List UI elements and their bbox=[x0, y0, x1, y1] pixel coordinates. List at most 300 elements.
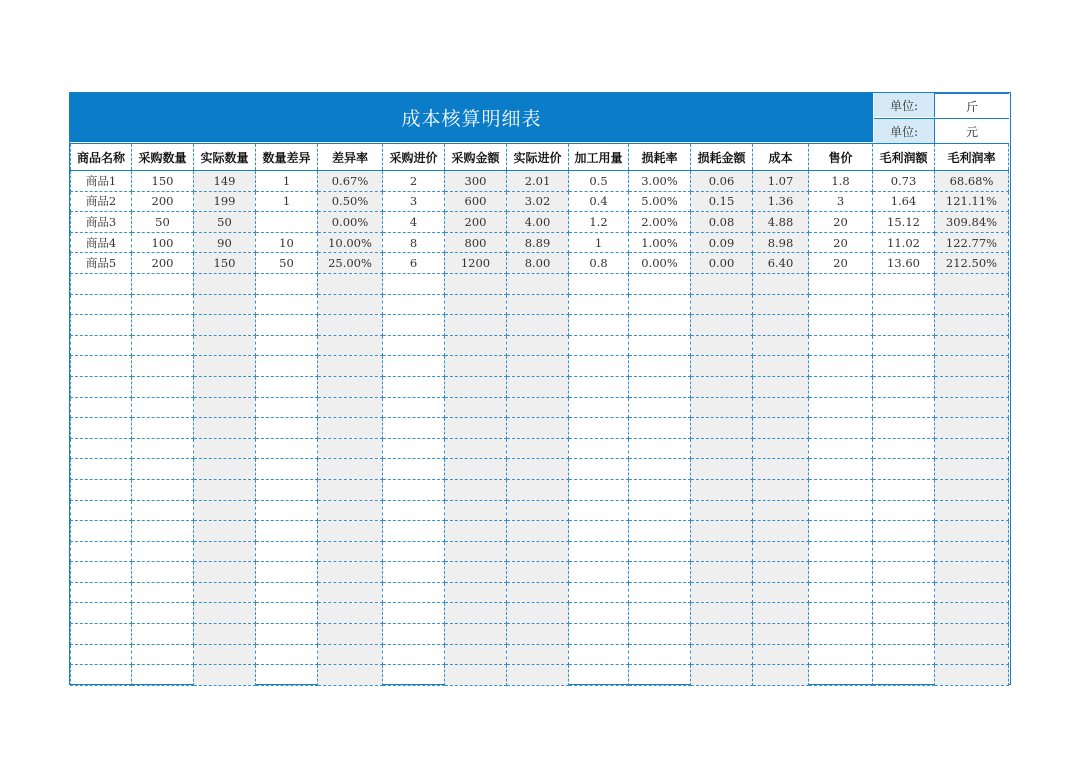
table-cell[interactable] bbox=[935, 479, 1009, 500]
table-cell[interactable] bbox=[256, 459, 318, 480]
table-cell[interactable] bbox=[935, 644, 1009, 665]
table-cell[interactable] bbox=[873, 376, 935, 397]
table-cell[interactable] bbox=[445, 356, 507, 377]
table-cell[interactable] bbox=[629, 644, 691, 665]
table-cell[interactable] bbox=[318, 603, 383, 624]
table-cell[interactable] bbox=[569, 376, 629, 397]
table-cell[interactable] bbox=[629, 459, 691, 480]
table-cell[interactable]: 10.00% bbox=[318, 232, 383, 253]
table-cell[interactable] bbox=[629, 500, 691, 521]
table-cell[interactable]: 121.11% bbox=[935, 191, 1009, 212]
table-cell[interactable] bbox=[507, 315, 569, 336]
table-cell[interactable] bbox=[383, 603, 445, 624]
table-cell[interactable] bbox=[256, 624, 318, 645]
table-cell[interactable] bbox=[132, 500, 194, 521]
table-cell[interactable]: 0.67% bbox=[318, 171, 383, 192]
table-cell[interactable] bbox=[256, 376, 318, 397]
table-cell[interactable] bbox=[629, 582, 691, 603]
table-cell[interactable] bbox=[753, 315, 809, 336]
table-cell[interactable] bbox=[873, 562, 935, 583]
table-cell[interactable] bbox=[383, 397, 445, 418]
table-cell[interactable] bbox=[691, 562, 753, 583]
table-cell[interactable] bbox=[691, 273, 753, 294]
table-cell[interactable] bbox=[935, 294, 1009, 315]
table-cell[interactable] bbox=[873, 603, 935, 624]
table-cell[interactable]: 11.02 bbox=[873, 232, 935, 253]
table-cell[interactable] bbox=[194, 397, 256, 418]
table-cell[interactable] bbox=[569, 459, 629, 480]
table-cell[interactable] bbox=[132, 418, 194, 439]
table-cell[interactable] bbox=[256, 273, 318, 294]
table-cell[interactable] bbox=[194, 418, 256, 439]
table-cell[interactable] bbox=[194, 356, 256, 377]
table-cell[interactable] bbox=[809, 376, 873, 397]
table-cell[interactable]: 0.50% bbox=[318, 191, 383, 212]
table-cell[interactable] bbox=[507, 273, 569, 294]
table-cell[interactable] bbox=[691, 376, 753, 397]
table-cell[interactable] bbox=[507, 644, 569, 665]
table-cell[interactable] bbox=[569, 356, 629, 377]
table-cell[interactable] bbox=[383, 376, 445, 397]
table-cell[interactable] bbox=[691, 418, 753, 439]
table-cell[interactable] bbox=[507, 418, 569, 439]
table-cell[interactable] bbox=[629, 603, 691, 624]
table-cell[interactable] bbox=[132, 356, 194, 377]
table-cell[interactable] bbox=[318, 644, 383, 665]
table-cell[interactable] bbox=[132, 541, 194, 562]
table-cell[interactable]: 1.8 bbox=[809, 171, 873, 192]
table-cell[interactable] bbox=[569, 624, 629, 645]
table-cell[interactable] bbox=[256, 212, 318, 233]
table-cell[interactable]: 1.2 bbox=[569, 212, 629, 233]
table-cell[interactable] bbox=[809, 273, 873, 294]
table-cell[interactable] bbox=[935, 335, 1009, 356]
table-cell[interactable]: 200 bbox=[132, 191, 194, 212]
table-cell[interactable] bbox=[445, 273, 507, 294]
table-cell[interactable] bbox=[629, 418, 691, 439]
table-cell[interactable] bbox=[629, 479, 691, 500]
table-cell[interactable] bbox=[132, 479, 194, 500]
table-cell[interactable] bbox=[753, 479, 809, 500]
table-cell[interactable] bbox=[132, 644, 194, 665]
table-cell[interactable] bbox=[507, 397, 569, 418]
table-cell[interactable]: 8.98 bbox=[753, 232, 809, 253]
table-cell[interactable] bbox=[873, 521, 935, 542]
table-cell[interactable] bbox=[691, 459, 753, 480]
table-cell[interactable]: 0.08 bbox=[691, 212, 753, 233]
table-cell[interactable] bbox=[569, 521, 629, 542]
table-cell[interactable] bbox=[383, 315, 445, 336]
table-cell[interactable]: 0.00% bbox=[318, 212, 383, 233]
table-cell[interactable] bbox=[629, 397, 691, 418]
table-cell[interactable]: 13.60 bbox=[873, 253, 935, 274]
table-cell[interactable] bbox=[383, 273, 445, 294]
table-cell[interactable]: 5.00% bbox=[629, 191, 691, 212]
table-cell[interactable]: 0.00% bbox=[629, 253, 691, 274]
table-cell[interactable] bbox=[569, 665, 629, 686]
table-cell[interactable] bbox=[873, 438, 935, 459]
table-cell[interactable] bbox=[71, 356, 132, 377]
table-cell[interactable] bbox=[383, 644, 445, 665]
table-cell[interactable] bbox=[318, 624, 383, 645]
table-cell[interactable] bbox=[873, 397, 935, 418]
table-cell[interactable] bbox=[809, 335, 873, 356]
table-cell[interactable] bbox=[194, 479, 256, 500]
table-cell[interactable] bbox=[753, 521, 809, 542]
table-cell[interactable] bbox=[935, 273, 1009, 294]
table-cell[interactable] bbox=[691, 624, 753, 645]
table-cell[interactable] bbox=[753, 500, 809, 521]
table-cell[interactable]: 25.00% bbox=[318, 253, 383, 274]
table-cell[interactable] bbox=[569, 644, 629, 665]
table-cell[interactable] bbox=[691, 479, 753, 500]
table-cell[interactable] bbox=[383, 479, 445, 500]
table-cell[interactable] bbox=[691, 582, 753, 603]
table-cell[interactable] bbox=[194, 582, 256, 603]
table-cell[interactable] bbox=[935, 665, 1009, 686]
table-cell[interactable] bbox=[256, 294, 318, 315]
table-cell[interactable]: 0.5 bbox=[569, 171, 629, 192]
table-cell[interactable] bbox=[935, 562, 1009, 583]
table-cell[interactable] bbox=[256, 541, 318, 562]
table-cell[interactable] bbox=[873, 582, 935, 603]
table-cell[interactable] bbox=[445, 438, 507, 459]
table-cell[interactable] bbox=[194, 438, 256, 459]
table-cell[interactable] bbox=[753, 582, 809, 603]
table-cell[interactable] bbox=[194, 521, 256, 542]
table-cell[interactable]: 0.4 bbox=[569, 191, 629, 212]
table-cell[interactable] bbox=[383, 335, 445, 356]
table-cell[interactable] bbox=[71, 603, 132, 624]
table-cell[interactable] bbox=[809, 418, 873, 439]
table-cell[interactable] bbox=[132, 315, 194, 336]
table-cell[interactable] bbox=[691, 665, 753, 686]
table-cell[interactable] bbox=[256, 315, 318, 336]
table-cell[interactable]: 200 bbox=[445, 212, 507, 233]
table-cell[interactable] bbox=[71, 541, 132, 562]
table-cell[interactable] bbox=[507, 294, 569, 315]
table-cell[interactable] bbox=[809, 459, 873, 480]
table-cell[interactable]: 800 bbox=[445, 232, 507, 253]
table-cell[interactable] bbox=[873, 624, 935, 645]
table-cell[interactable] bbox=[383, 500, 445, 521]
table-cell[interactable] bbox=[132, 665, 194, 686]
table-cell[interactable] bbox=[445, 665, 507, 686]
table-cell[interactable]: 商品5 bbox=[71, 253, 132, 274]
table-cell[interactable] bbox=[569, 335, 629, 356]
table-cell[interactable] bbox=[873, 665, 935, 686]
table-cell[interactable]: 4.88 bbox=[753, 212, 809, 233]
table-cell[interactable] bbox=[256, 500, 318, 521]
table-cell[interactable]: 15.12 bbox=[873, 212, 935, 233]
table-cell[interactable] bbox=[569, 541, 629, 562]
table-cell[interactable] bbox=[507, 624, 569, 645]
table-cell[interactable] bbox=[691, 500, 753, 521]
table-cell[interactable] bbox=[569, 294, 629, 315]
table-cell[interactable]: 2 bbox=[383, 171, 445, 192]
table-cell[interactable]: 1.07 bbox=[753, 171, 809, 192]
table-cell[interactable]: 212.50% bbox=[935, 253, 1009, 274]
table-cell[interactable] bbox=[132, 376, 194, 397]
table-cell[interactable] bbox=[194, 459, 256, 480]
table-cell[interactable] bbox=[809, 582, 873, 603]
table-cell[interactable] bbox=[569, 315, 629, 336]
table-cell[interactable] bbox=[753, 562, 809, 583]
table-cell[interactable] bbox=[873, 356, 935, 377]
table-cell[interactable] bbox=[935, 603, 1009, 624]
table-cell[interactable] bbox=[445, 315, 507, 336]
table-cell[interactable] bbox=[691, 315, 753, 336]
table-cell[interactable] bbox=[445, 521, 507, 542]
table-cell[interactable]: 商品3 bbox=[71, 212, 132, 233]
table-cell[interactable] bbox=[71, 582, 132, 603]
table-cell[interactable] bbox=[318, 418, 383, 439]
table-cell[interactable] bbox=[569, 438, 629, 459]
table-cell[interactable] bbox=[507, 479, 569, 500]
table-cell[interactable] bbox=[809, 294, 873, 315]
table-cell[interactable] bbox=[629, 438, 691, 459]
table-cell[interactable] bbox=[71, 459, 132, 480]
table-cell[interactable] bbox=[383, 356, 445, 377]
table-cell[interactable] bbox=[256, 644, 318, 665]
table-cell[interactable]: 3.02 bbox=[507, 191, 569, 212]
table-cell[interactable]: 90 bbox=[194, 232, 256, 253]
table-cell[interactable] bbox=[507, 603, 569, 624]
table-cell[interactable] bbox=[383, 459, 445, 480]
table-cell[interactable]: 商品2 bbox=[71, 191, 132, 212]
table-cell[interactable] bbox=[318, 521, 383, 542]
table-cell[interactable] bbox=[445, 459, 507, 480]
table-cell[interactable]: 100 bbox=[132, 232, 194, 253]
table-cell[interactable]: 10 bbox=[256, 232, 318, 253]
table-cell[interactable] bbox=[256, 479, 318, 500]
table-cell[interactable] bbox=[691, 356, 753, 377]
table-cell[interactable]: 1200 bbox=[445, 253, 507, 274]
table-cell[interactable] bbox=[569, 418, 629, 439]
table-cell[interactable] bbox=[318, 479, 383, 500]
table-cell[interactable] bbox=[71, 624, 132, 645]
table-cell[interactable] bbox=[935, 521, 1009, 542]
table-cell[interactable] bbox=[318, 315, 383, 336]
table-cell[interactable]: 50 bbox=[256, 253, 318, 274]
table-cell[interactable] bbox=[873, 644, 935, 665]
table-cell[interactable] bbox=[873, 273, 935, 294]
table-cell[interactable] bbox=[507, 438, 569, 459]
table-cell[interactable] bbox=[445, 624, 507, 645]
table-cell[interactable] bbox=[507, 582, 569, 603]
table-cell[interactable] bbox=[507, 356, 569, 377]
table-cell[interactable] bbox=[569, 500, 629, 521]
table-cell[interactable] bbox=[507, 459, 569, 480]
table-cell[interactable] bbox=[383, 582, 445, 603]
table-cell[interactable]: 3.00% bbox=[629, 171, 691, 192]
table-cell[interactable] bbox=[809, 665, 873, 686]
table-cell[interactable] bbox=[873, 315, 935, 336]
table-cell[interactable] bbox=[507, 335, 569, 356]
table-cell[interactable]: 0.00 bbox=[691, 253, 753, 274]
table-cell[interactable] bbox=[445, 397, 507, 418]
table-cell[interactable] bbox=[132, 624, 194, 645]
table-cell[interactable]: 50 bbox=[132, 212, 194, 233]
table-cell[interactable] bbox=[318, 438, 383, 459]
table-cell[interactable] bbox=[383, 562, 445, 583]
table-cell[interactable] bbox=[629, 562, 691, 583]
table-cell[interactable] bbox=[873, 459, 935, 480]
table-cell[interactable] bbox=[318, 356, 383, 377]
table-cell[interactable] bbox=[318, 665, 383, 686]
table-cell[interactable]: 199 bbox=[194, 191, 256, 212]
table-cell[interactable] bbox=[873, 418, 935, 439]
table-cell[interactable] bbox=[383, 521, 445, 542]
table-cell[interactable] bbox=[691, 294, 753, 315]
table-cell[interactable] bbox=[809, 521, 873, 542]
table-cell[interactable]: 2.01 bbox=[507, 171, 569, 192]
table-cell[interactable] bbox=[753, 294, 809, 315]
table-cell[interactable] bbox=[445, 644, 507, 665]
table-cell[interactable] bbox=[629, 335, 691, 356]
table-cell[interactable] bbox=[935, 376, 1009, 397]
table-cell[interactable]: 20 bbox=[809, 212, 873, 233]
table-cell[interactable] bbox=[569, 273, 629, 294]
table-cell[interactable] bbox=[132, 582, 194, 603]
table-cell[interactable]: 0.06 bbox=[691, 171, 753, 192]
table-cell[interactable] bbox=[71, 273, 132, 294]
table-cell[interactable]: 150 bbox=[194, 253, 256, 274]
table-cell[interactable] bbox=[71, 418, 132, 439]
table-cell[interactable] bbox=[445, 582, 507, 603]
table-cell[interactable]: 1 bbox=[256, 191, 318, 212]
table-cell[interactable] bbox=[753, 397, 809, 418]
table-cell[interactable]: 0.15 bbox=[691, 191, 753, 212]
table-cell[interactable] bbox=[256, 397, 318, 418]
table-cell[interactable] bbox=[753, 273, 809, 294]
table-cell[interactable]: 2.00% bbox=[629, 212, 691, 233]
table-cell[interactable] bbox=[132, 562, 194, 583]
table-cell[interactable] bbox=[873, 294, 935, 315]
table-cell[interactable] bbox=[691, 603, 753, 624]
table-cell[interactable] bbox=[318, 582, 383, 603]
table-cell[interactable] bbox=[753, 459, 809, 480]
table-cell[interactable]: 0.8 bbox=[569, 253, 629, 274]
table-cell[interactable] bbox=[507, 665, 569, 686]
table-cell[interactable] bbox=[753, 624, 809, 645]
table-cell[interactable] bbox=[753, 644, 809, 665]
table-cell[interactable] bbox=[753, 418, 809, 439]
table-cell[interactable] bbox=[71, 294, 132, 315]
table-cell[interactable] bbox=[691, 335, 753, 356]
table-cell[interactable] bbox=[445, 376, 507, 397]
table-cell[interactable] bbox=[256, 562, 318, 583]
table-cell[interactable]: 6.40 bbox=[753, 253, 809, 274]
table-cell[interactable] bbox=[629, 665, 691, 686]
table-cell[interactable] bbox=[256, 521, 318, 542]
table-cell[interactable] bbox=[935, 315, 1009, 336]
table-cell[interactable] bbox=[445, 603, 507, 624]
table-cell[interactable] bbox=[873, 335, 935, 356]
table-cell[interactable] bbox=[809, 500, 873, 521]
table-cell[interactable] bbox=[194, 294, 256, 315]
table-cell[interactable]: 6 bbox=[383, 253, 445, 274]
table-cell[interactable] bbox=[809, 644, 873, 665]
table-cell[interactable] bbox=[753, 603, 809, 624]
table-cell[interactable] bbox=[569, 397, 629, 418]
table-cell[interactable] bbox=[445, 500, 507, 521]
table-cell[interactable] bbox=[132, 335, 194, 356]
table-cell[interactable] bbox=[691, 644, 753, 665]
table-cell[interactable] bbox=[809, 479, 873, 500]
table-cell[interactable] bbox=[445, 541, 507, 562]
table-cell[interactable] bbox=[71, 479, 132, 500]
table-cell[interactable] bbox=[445, 418, 507, 439]
table-cell[interactable] bbox=[629, 624, 691, 645]
table-cell[interactable]: 309.84% bbox=[935, 212, 1009, 233]
table-cell[interactable] bbox=[809, 562, 873, 583]
table-cell[interactable]: 1 bbox=[256, 171, 318, 192]
table-cell[interactable] bbox=[935, 397, 1009, 418]
table-cell[interactable] bbox=[318, 459, 383, 480]
table-cell[interactable] bbox=[256, 582, 318, 603]
table-cell[interactable] bbox=[753, 356, 809, 377]
table-cell[interactable] bbox=[753, 541, 809, 562]
table-cell[interactable] bbox=[318, 397, 383, 418]
table-cell[interactable] bbox=[318, 376, 383, 397]
table-cell[interactable]: 3 bbox=[809, 191, 873, 212]
table-cell[interactable] bbox=[194, 376, 256, 397]
table-cell[interactable]: 1.36 bbox=[753, 191, 809, 212]
table-cell[interactable] bbox=[194, 603, 256, 624]
table-cell[interactable] bbox=[318, 273, 383, 294]
table-cell[interactable] bbox=[256, 603, 318, 624]
table-cell[interactable] bbox=[691, 541, 753, 562]
table-cell[interactable] bbox=[132, 459, 194, 480]
table-cell[interactable]: 150 bbox=[132, 171, 194, 192]
table-cell[interactable] bbox=[629, 273, 691, 294]
table-cell[interactable] bbox=[194, 315, 256, 336]
table-cell[interactable] bbox=[809, 624, 873, 645]
table-cell[interactable] bbox=[507, 500, 569, 521]
table-cell[interactable]: 200 bbox=[132, 253, 194, 274]
table-cell[interactable] bbox=[753, 376, 809, 397]
unit-value-currency[interactable]: 元 bbox=[935, 118, 1009, 143]
table-cell[interactable] bbox=[935, 500, 1009, 521]
table-cell[interactable] bbox=[71, 644, 132, 665]
table-cell[interactable] bbox=[691, 438, 753, 459]
table-cell[interactable]: 4 bbox=[383, 212, 445, 233]
table-cell[interactable] bbox=[71, 397, 132, 418]
table-cell[interactable] bbox=[194, 665, 256, 686]
table-cell[interactable] bbox=[383, 624, 445, 645]
table-cell[interactable] bbox=[318, 335, 383, 356]
table-cell[interactable]: 50 bbox=[194, 212, 256, 233]
table-cell[interactable] bbox=[569, 479, 629, 500]
table-cell[interactable] bbox=[318, 294, 383, 315]
table-cell[interactable] bbox=[445, 562, 507, 583]
table-cell[interactable] bbox=[809, 603, 873, 624]
table-cell[interactable] bbox=[507, 521, 569, 542]
table-cell[interactable] bbox=[71, 335, 132, 356]
table-cell[interactable] bbox=[809, 315, 873, 336]
table-cell[interactable] bbox=[194, 624, 256, 645]
table-cell[interactable] bbox=[256, 438, 318, 459]
table-cell[interactable]: 0.73 bbox=[873, 171, 935, 192]
table-cell[interactable] bbox=[194, 562, 256, 583]
table-cell[interactable] bbox=[629, 294, 691, 315]
table-cell[interactable] bbox=[935, 541, 1009, 562]
table-cell[interactable]: 1.64 bbox=[873, 191, 935, 212]
table-cell[interactable]: 8.89 bbox=[507, 232, 569, 253]
table-cell[interactable] bbox=[132, 438, 194, 459]
table-cell[interactable] bbox=[629, 521, 691, 542]
